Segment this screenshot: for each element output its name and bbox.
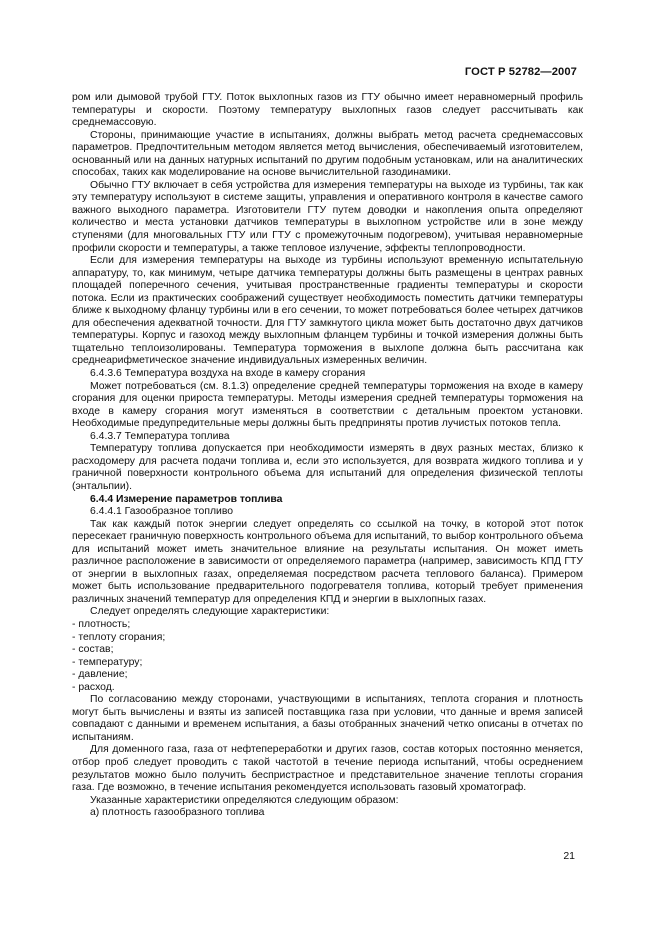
list-item: - температуру; (72, 656, 143, 668)
page-number: 21 (563, 850, 575, 862)
section-heading-6-4-4: 6.4.4 Измерение параметров топлива (90, 493, 283, 505)
document-body (72, 92, 583, 820)
paragraph: Температуру топлива допускается при необходимости измерять в двух разных местах, близко к расходомеру для расчета подачи топлива и, если это используется, для возврата жидкого топлива и у граничной поверхности контрольного объема для испытаний для определения физической теплоты (энтальпии). (72, 443, 583, 492)
paragraph: Так как каждый поток энергии следует определять со ссылкой на точку, в которой этот поток пересекает граничную поверхность контрольного объема для испытаний, то выбор контрольного объема для испытаний может иметь значительное влияние на результаты испытания. Он может иметь различное расположение в зависимости от определяемого параметра (например, зависимость КПД ГТУ от энергии в выхлопных газах, определяемая посредством расчета теплового баланса). Примером может быть использование предварительного подогревателя топлива, который требует применения различных значений температур для определения КПД и энергии в выхлопных газах. (72, 518, 583, 605)
list-item: - расход. (72, 681, 115, 693)
paragraph: Если для измерения температуры на выходе из турбины используют временную испытательную аппаратуру, то, как минимум, четыре датчика температуры должны быть размещены в центрах равных площадей поперечного сечения, учитывая пространственные градиенты температуры и скорости потока. Если из практических соображений существует необходимость поместить датчики температуры ближе к выходному фланцу турбины или в его сечении, то может потребоваться более четырех датчиков для обеспечения адекватной точности. Для ГТУ замкнутого цикла может быть достаточно двух датчиков температуры. Корпус и газоход между выхлопным фланцем турбины и точкой измерения должны быть тщательно теплоизолированы. Температура торможения в выхлопе должна быть рассчитана как среднеарифметическое значение индивидуальных измеренных величин. (72, 255, 583, 367)
section-heading-6-4-3-7: 6.4.3.7 Температура топлива (90, 430, 230, 442)
list-item: - теплоту сгорания; (72, 631, 166, 643)
list-item: - плотность; (72, 618, 131, 630)
section-heading-6-4-3-6: 6.4.3.6 Температура воздуха на входе в камеру сгорания (90, 368, 366, 380)
paragraph: Следует определять следующие характеристики: (90, 606, 330, 618)
list-item: а) плотность газообразного топлива (90, 807, 265, 819)
paragraph: По согласованию между сторонами, участвующими в испытаниях, теплота сгорания и плотность могут быть вычислены и взяты из записей поставщика газа при условии, что данные и время записей совпадают с данными и временем испытания, а базы отобранных значений четко описаны в отчетах по испытаниям. (72, 694, 583, 743)
paragraph: Для доменного газа, газа от нефтепереработки и других газов, состав которых постоянно меняется, отбор проб следует проводить с такой частотой в течение периода испытаний, чтобы осреднением результатов можно было получить беспристрастное и представительное значение теплоты сгорания газа. Где возможно, в течение испытания рекомендуется использовать газовый хроматограф. (72, 744, 583, 794)
paragraph: ром или дымовой трубой ГТУ. Поток выхлопных газов из ГТУ обычно имеет неравномерный профиль температуры и скорости. Поэтому температуру выхлопных газов следует рассчитывать как среднемассовую. (72, 92, 583, 129)
paragraph: Стороны, принимающие участие в испытаниях, должны выбрать метод расчета среднемассовых параметров. Предпочтительным методом является метод вычисления, обеспечиваемый изготовителем, основанный или на данных натурных испытаний по другим подобным установкам, или на аналитических способах, таких как моделирование на основе вычислительной газодинамики. (72, 129, 583, 179)
paragraph: Указанные характеристики определяются следующим образом: (90, 794, 399, 806)
document-header: ГОСТ Р 52782—2007 (464, 66, 577, 78)
section-heading-6-4-4-1: 6.4.4.1 Газообразное топливо (90, 506, 234, 518)
list-item: - давление; (72, 669, 128, 681)
paragraph: Может потребоваться (см. 8.1.3) определение средней температуры торможения на входе в камеру сгорания для оценки прироста температуры. Методы измерения средней температуры торможения на входе в камеру сгорания могут изменяться в соответствии с детальным проектом установки. Необходимые предупредительные меры должны быть предприняты против лучистых потоков тепла. (72, 380, 583, 430)
list-item: - состав; (72, 644, 114, 656)
paragraph: Обычно ГТУ включает в себя устройства для измерения температуры на выходе из турбины, так как эту температуру используют в системе защиты, управления и оперативного контроля в качестве самого важного выходного параметра. Изготовители ГТУ путем доводки и накопления опыта определяют количество и места установки датчиков температуры в выхлопном устройстве или в зоне между ступенями (для многовальных ГТУ или ГТУ с промежуточным подогревом), учитывая неравномерные профили скорости и температуры, а также тепловое излучение, эффекты теплопроводности. (72, 179, 583, 254)
